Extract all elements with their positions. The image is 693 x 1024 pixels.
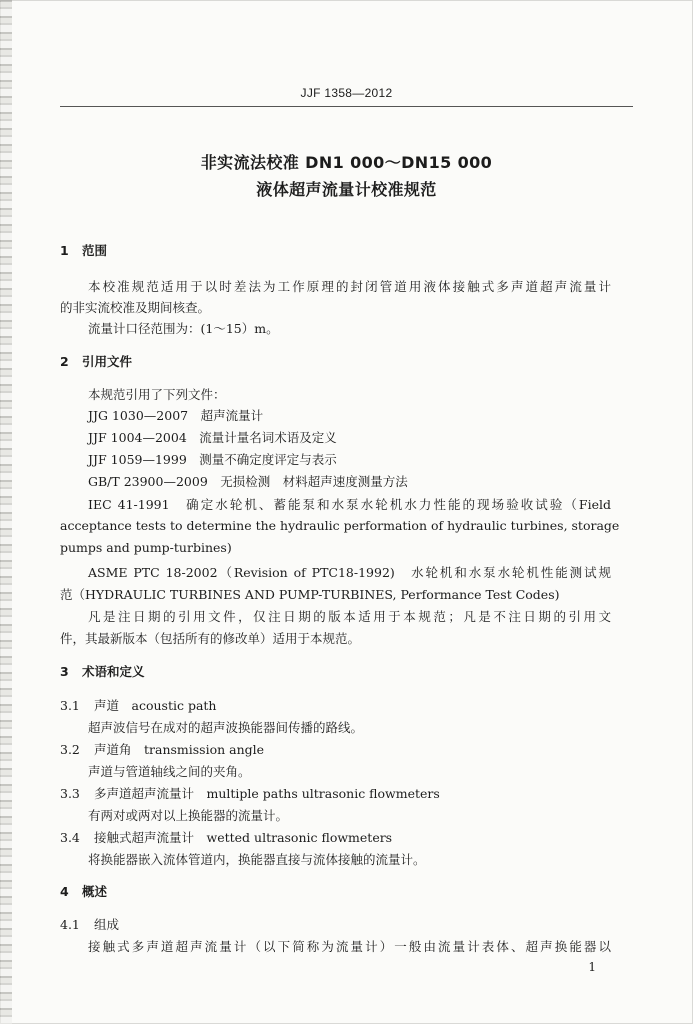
section-title: 概述 (82, 884, 108, 899)
section-title: 引用文件 (82, 354, 133, 369)
page-number: 1 (588, 960, 596, 974)
document-title-line-1: 非实流法校准 DN1 000～DN15 000 (200, 153, 493, 172)
term-number: 3.4 (60, 830, 80, 845)
section-3-heading (60, 662, 145, 680)
section-title: 术语和定义 (82, 664, 145, 679)
subsection-title: 组成 (94, 917, 120, 932)
term-definition: 将换能器嵌入流体管道内，换能器直接与流体接触的流量计。 (88, 852, 426, 867)
section-1-heading (60, 241, 107, 259)
paragraph-line: 流量计口径范围为：(1～15）m。 (88, 321, 279, 336)
paragraph-line: 的非实流校准及期间核查。 (60, 300, 211, 315)
paragraph-line: 凡是注日期的引用文件，仅注日期的版本适用于本规范；凡是不注日期的引用文 (88, 609, 611, 624)
section-number: 4 (60, 884, 69, 899)
subsection-number: 4.1 (60, 917, 80, 932)
header-rule (60, 106, 633, 107)
term-name: 接触式超声流量计 wetted ultrasonic flowmeters (94, 830, 393, 845)
reference-item: ASME PTC 18-2002（Revision of PTC18-1992) 水轮机和水泵水轮机性能测试规 (88, 565, 611, 580)
term-number: 3.1 (60, 698, 80, 713)
term-number: 3.3 (60, 786, 80, 801)
section-number: 1 (60, 243, 69, 258)
reference-item: IEC 41-1991 确定水轮机、蓄能泵和水泵水轮机水力性能的现场验收试验（Field (88, 497, 611, 512)
paragraph-line: 本校准规范适用于以时差法为工作原理的封闭管道用液体接触式多声道超声流量计 (88, 279, 611, 294)
paragraph-line: acceptance tests to determine the hydraulic performation of hydraulic turbines, storage (60, 518, 620, 533)
reference-item: JJF 1059—1999 测量不确定度评定与表示 (88, 452, 337, 467)
paragraph-line: 范（HYDRAULIC TURBINES AND PUMP-TURBINES, Performance Test Codes) (60, 587, 560, 602)
term-name: 声道角 transmission angle (94, 742, 265, 757)
paragraph-line: 本规范引用了下列文件： (88, 387, 226, 402)
section-number: 2 (60, 354, 69, 369)
subsection-heading (60, 915, 119, 933)
term-entry (60, 828, 392, 846)
paragraph-line: 接触式多声道超声流量计（以下简称为流量计）一般由流量计表体、超声换能器以 (88, 939, 611, 954)
reference-item: GB/T 23900—2009 无损检测 材料超声速度测量方法 (88, 474, 408, 489)
term-entry (60, 696, 216, 714)
section-2-heading (60, 352, 132, 370)
term-definition: 声道与管道轴线之间的夹角。 (88, 764, 251, 779)
section-title: 范围 (82, 243, 108, 258)
reference-item: JJF 1004—2004 流量计量名词术语及定义 (88, 430, 337, 445)
term-definition: 超声波信号在成对的超声波换能器间传播的路线。 (88, 720, 364, 735)
term-number: 3.2 (60, 742, 80, 757)
paragraph-line: pumps and pump-turbines) (60, 540, 232, 555)
term-entry (60, 784, 440, 802)
term-entry (60, 740, 264, 758)
reference-item: JJG 1030—2007 超声流量计 (88, 408, 264, 423)
term-name: 声道 acoustic path (94, 698, 217, 713)
standard-code-header: JJF 1358—2012 (300, 86, 393, 100)
document-title-line-2: 液体超声流量计校准规范 (256, 180, 437, 199)
term-name: 多声道超声流量计 multiple paths ultrasonic flowmeters (94, 786, 440, 801)
section-number: 3 (60, 664, 69, 679)
section-4-heading (60, 882, 107, 900)
term-definition: 有两对或两对以上换能器的流量计。 (88, 808, 289, 823)
paragraph-line: 件，其最新版本（包括所有的修改单）适用于本规范。 (60, 631, 361, 646)
